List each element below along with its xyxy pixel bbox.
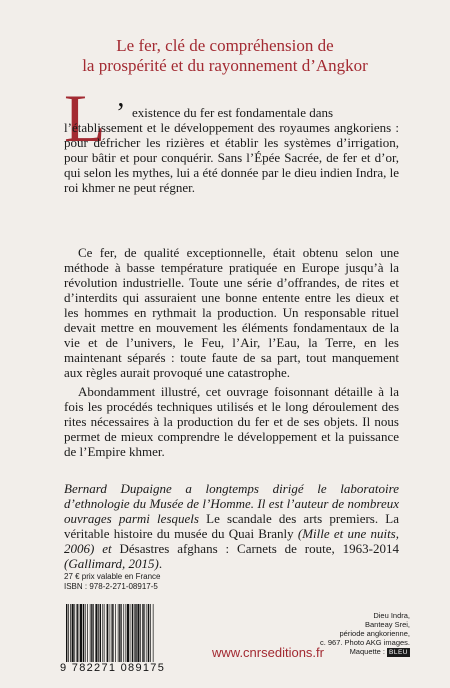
cover-heading <box>40 36 410 76</box>
barcode-digits: 9 782271 089175 <box>60 662 166 674</box>
publisher-website: www.cnrseditions.fr <box>212 645 324 660</box>
credit-line-3: période angkorienne, <box>339 629 410 638</box>
bio-italic-2: (Mille et une nuits, 2006) et <box>64 526 399 556</box>
heading-line-2: la prospérité et du rayonnement d’Angkor <box>82 56 368 75</box>
paragraph-1-body <box>64 120 399 195</box>
price-block <box>64 572 161 592</box>
paragraph-1-text: l’établissement et le développement des royaumes angkoriens : pour défricher les rizières et établir les systèmes d’irrigation, pour bâtir et pour conquérir. Sans l’Épée Sacrée, de fer et d’or, qui selon les mythes, lui a été donnée par le dieu indien Indra, le roi khmer ne peut régner. <box>64 120 399 195</box>
paragraph-1-first-line: existence du fer est fondamentale dans <box>132 105 334 120</box>
credit-line-4: c. 967. Photo AKG images. <box>319 638 410 647</box>
isbn-text: ISBN : 978-2-271-08917-5 <box>64 582 158 591</box>
image-credits <box>300 611 410 657</box>
author-bio <box>64 481 399 571</box>
credit-line-1: Dieu Indra, <box>373 611 410 620</box>
bio-italic-3: (Gallimard, 2015) <box>64 556 159 571</box>
drop-cap-apostrophe: ’ <box>116 98 126 129</box>
maquette-label: Maquette : <box>349 647 386 656</box>
heading-line-1: Le fer, clé de compréhension de <box>116 36 334 55</box>
bio-roman-1: Le scandale des arts premiers. La véritable histoire du musée du Quai Branly <box>64 511 399 541</box>
drop-cap: L <box>64 80 106 156</box>
bio-roman-3: . <box>158 556 163 571</box>
credit-line-5 <box>300 647 410 657</box>
credit-line-2: Banteay Srei, <box>364 620 410 629</box>
bio-roman-2: Désastres afghans : Carnets de route, 1963-2014 <box>111 541 399 556</box>
price-text: 27 € prix valable en France <box>64 572 161 581</box>
isbn-barcode <box>64 604 192 662</box>
paragraph-2: Ce fer, de qualité exceptionnelle, était obtenu selon une méthode à basse température pratiquée en Europe jusqu’à la révolution industrielle. Toute une série d’offrandes, de rites et d’interdits qui assuraient une bonne entente entre les dieux et les hommes en rythmait la production. Un responsable rituel devait mettre en mouvement les éléments fondamentaux de la vie et de l’univers, le Feu, l’Air, l’Eau, la Terre, en les maintenant séparés : toute faute de sa part, tout manquement aux règles aurait provoqué une catastrophe. <box>64 245 399 380</box>
bio-italic-1: Bernard Dupaigne a longtemps dirigé le laboratoire d’ethnologie du Musée de l’Homme. Il est l’auteur de nombreux ouvrages parmi lesquels <box>64 481 399 526</box>
bleu-logo: BLEU <box>389 649 408 656</box>
paragraph-3: Abondamment illustré, cet ouvrage foisonnant détaille à la fois les procédés techniques utilisés et le long déroulement des rites nécessaires à la production du fer et de ses objets. Il nous permet de mieux comprendre le développement et la puissance de l’Empire khmer. <box>64 384 399 459</box>
